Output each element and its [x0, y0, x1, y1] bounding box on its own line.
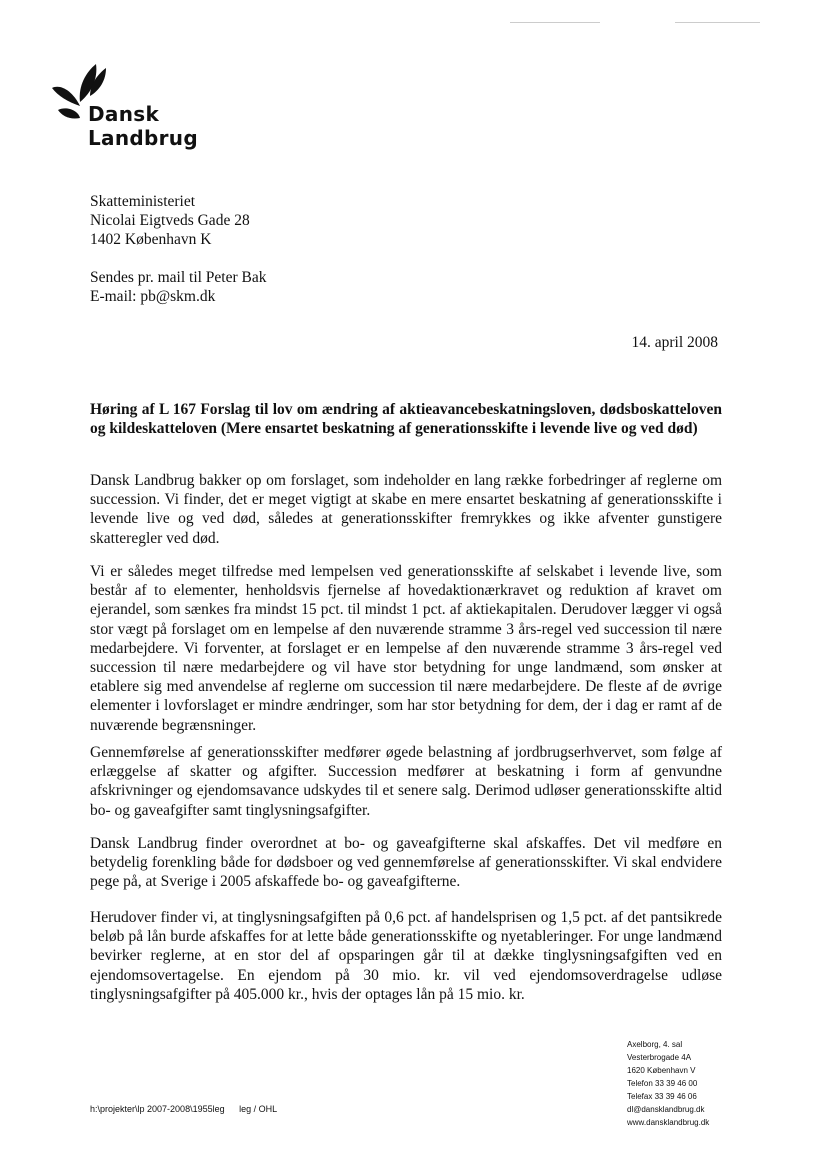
- contact-website: www.dansklandbrug.dk: [627, 1118, 710, 1127]
- contact-info: [627, 1038, 709, 1129]
- letter-subject: Høring af L 167 Forslag til lov om ændring af aktieavancebeskatningsloven, dødsboskatteloven og kildeskatteloven (Mere ensartet beskatning af generationsskifte i levende live og ved død): [90, 401, 722, 437]
- delivery-info: [90, 268, 267, 306]
- delivery-line: Sendes pr. mail til Peter Bak: [90, 269, 267, 286]
- recipient-line: Skatteministeriet: [90, 193, 196, 210]
- contact-line: Axelborg, 4. sal: [627, 1040, 683, 1049]
- scan-artifact-top: [510, 22, 600, 23]
- logo-wordmark: Dansk Landbrug: [88, 102, 198, 150]
- body-paragraph-1: Dansk Landbrug bakker op om forslaget, som indeholder en lang række forbedringer af reglerne om succession. Vi finder, det er meget vigtigt at skabe en mere ensartet beskatning af generationsskifte i levende live og ved død, således at generationsskifter fremrykkes og ikke afventer gunstigere skatteregler ved død.: [90, 472, 722, 547]
- recipient-address: [90, 192, 250, 249]
- contact-line: Vesterbrogade 4A: [627, 1053, 692, 1062]
- recipient-line: 1402 København K: [90, 231, 212, 248]
- author-initials: leg / OHL: [239, 1104, 278, 1114]
- recipient-line: Nicolai Eigtveds Gade 28: [90, 212, 250, 229]
- dansk-landbrug-logo: [50, 62, 270, 150]
- body-paragraph-4: Dansk Landbrug finder overordnet at bo- og gaveafgifterne skal afskaffes. Det vil medføre en betydelig forenkling både for dødsboer og ved gennemførelse af generationsskifter. Vi skal endvidere pege på, at Sverige i 2005 afskaffede bo- og gaveafgifterne.: [90, 835, 722, 891]
- contact-phone: Telefon 33 39 46 00: [627, 1079, 698, 1088]
- scan-artifact-top-right: [675, 22, 760, 23]
- body-paragraph-3: Gennemførelse af generationsskifter medfører øgede belastning af jordbrugserhvervet, som følge af erlæggelse af skatter og afgifter. Succession medfører at beskatning i form af genvundne afskrivninger og ejendomsavance udskydes til et senere salg. Derimod udløser generationsskifte altid bo- og gaveafgifter samt tinglysningsafgifter.: [90, 744, 722, 819]
- file-reference: [90, 1104, 289, 1114]
- file-path: h:\projekter\lp 2007-2008\1955leg: [90, 1104, 225, 1114]
- body-paragraph-2: Vi er således meget tilfredse med lempelsen ved generationsskifte af selskabet i levende live, som består af to elementer, henholdsvis fjernelse af hovedaktionærkravet og reduktion af kravet om ejerandel, som sænkes fra mindst 15 pct. til mindst 1 pct. af aktiekapitalen. Derudover lægger vi også stor vægt på forslaget om en lempelse af den nuværende stramme 3 års-regel ved succession til nære medarbejdere. Vi forventer, at forslaget er en lempelse af den nuværende stramme 3 års-regel ved succession til nære medarbejdere og vil have stor betydning for unge landmænd, som ønsker at etablere sig med anvendelse af reglerne om succession til nære medarbejdere. De fleste af de øvrige elementer i lovforslaget er mindre ændringer, som har stor betydning for dem, der i dag er ramt af de nuværende begrænsninger.: [90, 563, 722, 734]
- body-paragraph-5: Herudover finder vi, at tinglysningsafgiften på 0,6 pct. af handelsprisen og 1,5 pct. af det pantsikrede beløb på lån burde afskaffes for at lette både generationsskifte og nyetableringer. For unge landmænd bevirker reglerne, at en stor del af opsparingen går til at dække tinglysningsafgiften ved en ejendomsovertagelse. En ejendom på 30 mio. kr. vil ved ejendomsoverdragelse udløse tinglysningsafgifter på 405.000 kr., hvis der optages lån på 15 mio. kr.: [90, 909, 722, 1003]
- contact-fax: Telefax 33 39 46 06: [627, 1092, 697, 1101]
- delivery-email-line: E-mail: pb@skm.dk: [90, 288, 216, 305]
- letter-date: 14. april 2008: [631, 334, 718, 351]
- contact-line: 1620 København V: [627, 1066, 696, 1075]
- contact-email: dl@dansklandbrug.dk: [627, 1105, 705, 1114]
